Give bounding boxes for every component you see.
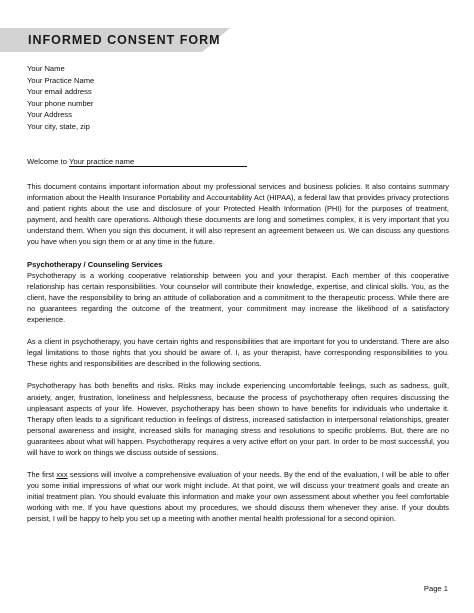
contact-city: Your city, state, zip (27, 121, 90, 131)
form-title: INFORMED CONSENT FORM (28, 33, 221, 47)
paragraph-benefits-risks: Psychotherapy has both benefits and risks. Risks may include experiencing uncomfortable feelings, such as sadness, guilt, anxiety, anger, frustration, loneliness and helplessness, because the process of psychotherapy often requires discussing the unpleasant aspects of your life. However, psychotherapy has been shown to have benefits for individuals who undertake it. Therapy often leads to a significant reduction in feelings of distress, increased satisfaction in interpersonal relationships, greater personal awareness and insight, increased skills for managing stress and resolutions to specific problems. But, there are no guarantees about what will happen. Psychotherapy requires a very active effort on your part. In order to be most successful, you will have to work on things we discuss outside of sessions. (27, 381, 449, 457)
paragraph-evaluation (27, 469, 449, 524)
intro-paragraph: This document contains important information about my professional services and business policies. It also contains summary information about the Health Insurance Portability and Accountability Act (HIPAA), a federal law that provides privacy protections and patient rights about the use and disclosure of your Protected Health Information (PHI) for the purposes of treatment, payment, and health care operations. Although these documents are long and sometimes complex, it is very important that you understand them. When you sign this document, it will also represent an agreement between us. We can discuss any questions you have when you sign them or at any time in the future. (27, 182, 449, 247)
section-heading: Psychotherapy / Counseling Services (27, 259, 163, 269)
welcome-label: Welcome to (27, 157, 67, 166)
contact-email: Your email address (27, 87, 92, 96)
contact-phone: Your phone number (27, 98, 94, 108)
paragraph-rights: As a client in psychotherapy, you have certain rights and responsibilities that are important for you to understand. There are also legal limitations to those rights that you should be aware of. I, as your therapist, have corresponding responsibilities to you. These rights and responsibilities are described in the following sections. (27, 337, 449, 369)
evaluation-rest: sessions will involve a comprehensive evaluation of your needs. By the end of the evaluation, I will be able to offer you some initial impressions of what our work might include. At that point, we will discuss your treatment goals and create an initial treatment plan. You should evaluate this information and make your own assessment about whether you feel comfortable working with me. If you have questions about my procedures, we should discuss them whenever they arise. If your doubts persist, I will be happy to help you set up a meeting with another mental health professional for a second opinion. (27, 470, 449, 524)
contact-block (27, 63, 94, 132)
contact-address: Your Address (27, 110, 72, 119)
contact-practice: Your Practice Name (27, 75, 95, 85)
paragraph-relationship: Psychotherapy is a working cooperative relationship between you and your therapist. Each member of this cooperative relationship has certain responsibilities. Your counselor will contribute their knowledge, expertise, and clinical skills. You, as the client, have the responsibility to bring an attitude of collaboration and a commitment to the therapeutic process. While there are no guarantees regarding the outcome of the treatment, your commitment may increase the likelihood of a satisfactory experience. (27, 270, 449, 325)
contact-name: Your Name (27, 64, 65, 73)
sessions-count-field: xxx (56, 470, 68, 480)
practice-name-field: Your practice name (69, 157, 247, 167)
evaluation-start: The first (27, 470, 55, 480)
page-number: Page 1 (423, 584, 448, 593)
document-body (27, 181, 449, 536)
welcome-line (27, 157, 247, 167)
